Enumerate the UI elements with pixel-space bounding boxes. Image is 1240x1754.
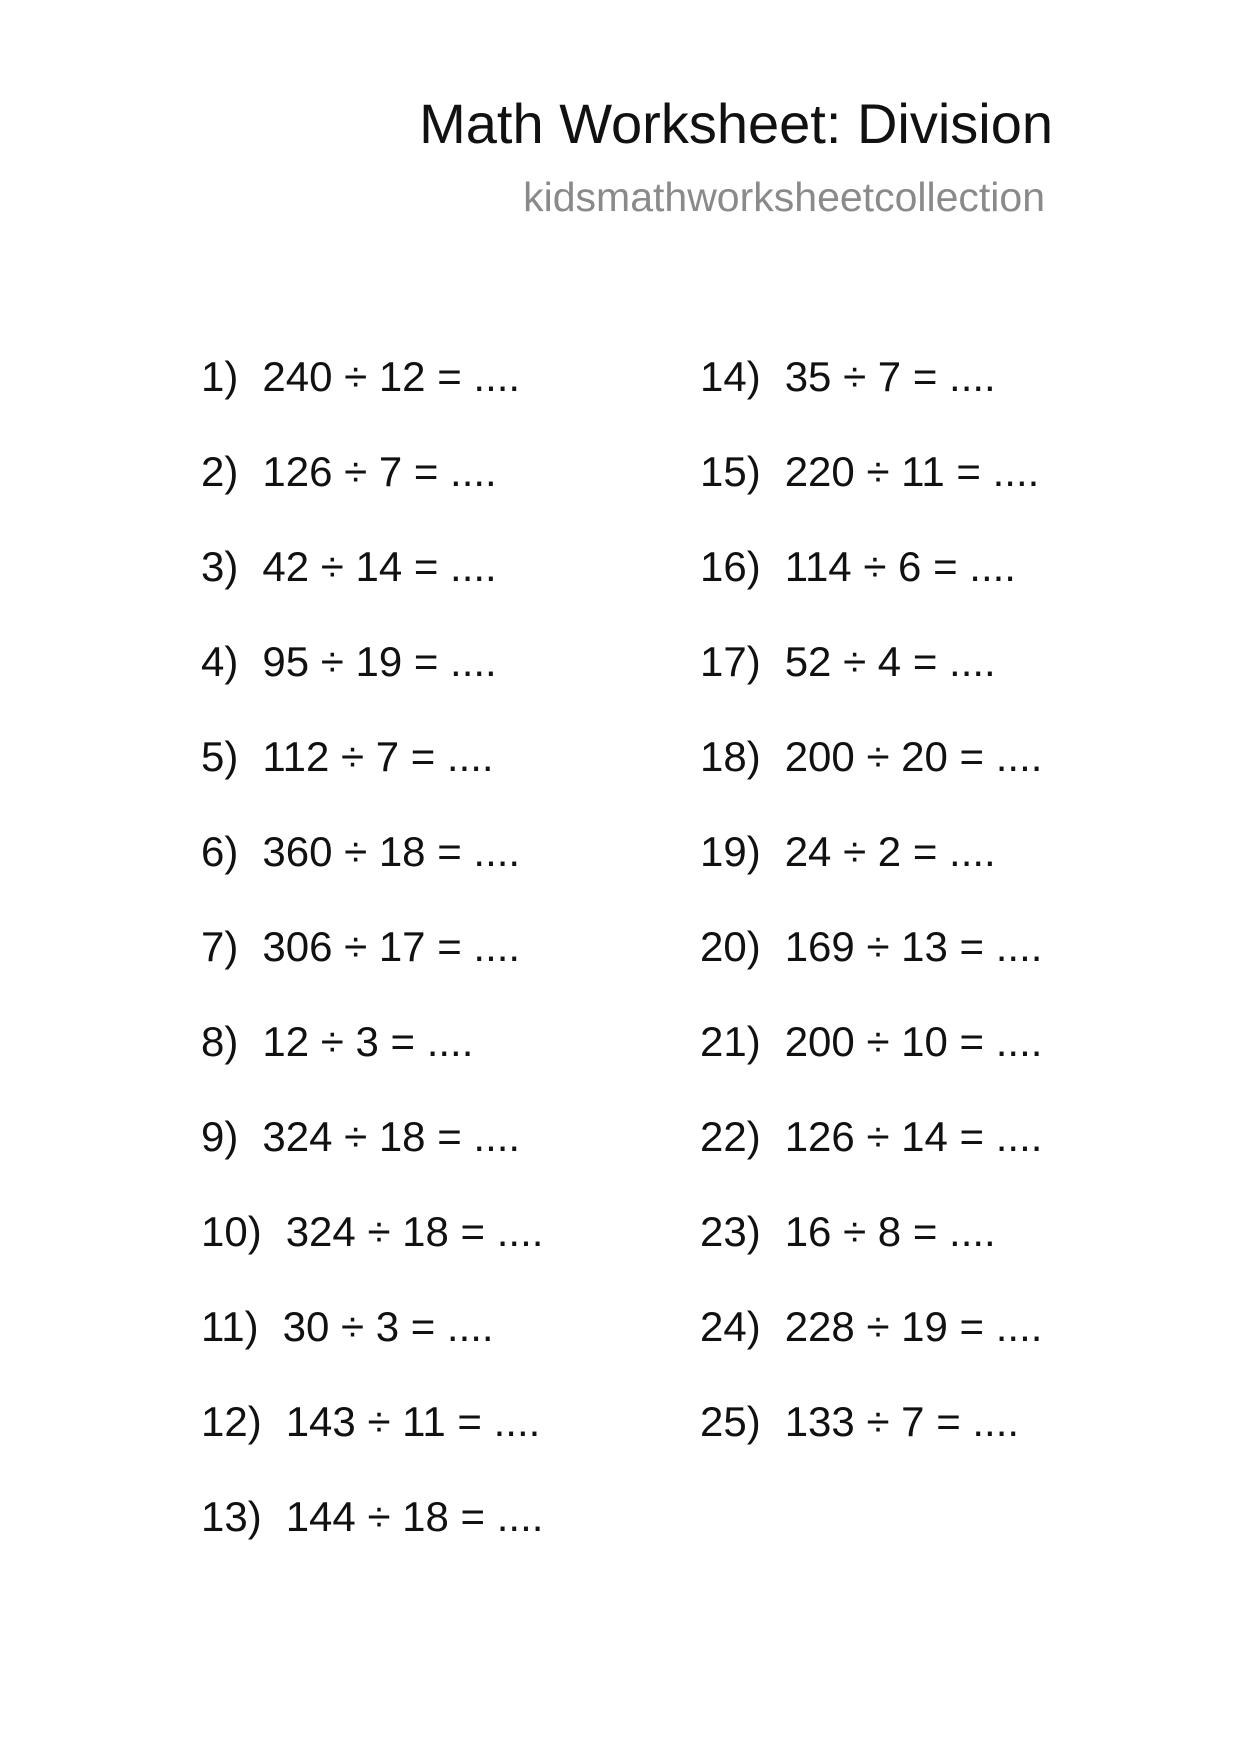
problem-column-left [201, 352, 543, 1587]
division-problem [201, 542, 543, 637]
problem-expression: 324 ÷ 18 = .... [285, 1208, 544, 1255]
division-problem [201, 1302, 543, 1397]
problem-number: 6) [201, 828, 239, 875]
problem-number: 15) [700, 448, 761, 495]
problem-number: 19) [700, 828, 761, 875]
problem-number: 17) [700, 638, 761, 685]
problem-expression: 228 ÷ 19 = .... [784, 1303, 1043, 1350]
problem-number: 24) [700, 1303, 761, 1350]
problem-expression: 12 ÷ 3 = .... [262, 1018, 474, 1065]
division-problem [700, 352, 1042, 447]
division-problem [201, 637, 543, 732]
problem-expression: 52 ÷ 4 = .... [784, 638, 996, 685]
problem-expression: 360 ÷ 18 = .... [262, 828, 521, 875]
problem-expression: 133 ÷ 7 = .... [784, 1398, 1020, 1445]
division-problem [700, 827, 1042, 922]
division-problem [700, 1017, 1042, 1112]
problem-expression: 16 ÷ 8 = .... [784, 1208, 996, 1255]
problem-expression: 126 ÷ 14 = .... [784, 1113, 1043, 1160]
problem-expression: 169 ÷ 13 = .... [784, 923, 1043, 970]
problem-expression: 42 ÷ 14 = .... [262, 543, 497, 590]
problem-expression: 200 ÷ 20 = .... [784, 733, 1043, 780]
problem-expression: 220 ÷ 11 = .... [784, 448, 1040, 495]
problem-number: 9) [201, 1113, 239, 1160]
division-problem [700, 637, 1042, 732]
problem-number: 14) [700, 353, 761, 400]
problem-expression: 114 ÷ 6 = .... [784, 543, 1016, 590]
division-problem [201, 1207, 543, 1302]
problem-expression: 126 ÷ 7 = .... [262, 448, 497, 495]
problem-expression: 143 ÷ 11 = .... [285, 1398, 541, 1445]
problem-number: 13) [201, 1493, 262, 1540]
problem-number: 3) [201, 543, 239, 590]
problem-expression: 240 ÷ 12 = .... [262, 353, 521, 400]
division-problem [201, 732, 543, 827]
division-problem [700, 732, 1042, 827]
problem-number: 8) [201, 1018, 239, 1065]
division-problem [201, 1017, 543, 1112]
problem-number: 16) [700, 543, 761, 590]
problem-number: 25) [700, 1398, 761, 1445]
worksheet-subtitle: kidsmathworksheetcollection [523, 174, 1045, 220]
division-problem [700, 1302, 1042, 1397]
division-problem [700, 1207, 1042, 1302]
problem-number: 1) [201, 353, 239, 400]
problem-number: 7) [201, 923, 239, 970]
division-problem [201, 352, 543, 447]
division-problem [201, 1492, 543, 1587]
division-problem [700, 542, 1042, 637]
problem-expression: 112 ÷ 7 = .... [262, 733, 494, 780]
division-problem [201, 1397, 543, 1492]
problem-number: 23) [700, 1208, 761, 1255]
division-problem [700, 1397, 1042, 1492]
problem-expression: 95 ÷ 19 = .... [262, 638, 497, 685]
division-problem [201, 1112, 543, 1207]
problem-number: 20) [700, 923, 761, 970]
problem-expression: 35 ÷ 7 = .... [784, 353, 996, 400]
problem-expression: 324 ÷ 18 = .... [262, 1113, 521, 1160]
division-problem [201, 922, 543, 1017]
division-problem [700, 1112, 1042, 1207]
problem-number: 12) [201, 1398, 262, 1445]
worksheet-title: Math Worksheet: Division [419, 92, 1053, 155]
division-problem [700, 447, 1042, 542]
problem-number: 21) [700, 1018, 761, 1065]
problem-number: 2) [201, 448, 239, 495]
worksheet-header [0, 92, 1053, 220]
division-problem [201, 447, 543, 542]
problem-number: 11) [201, 1303, 259, 1350]
problem-number: 18) [700, 733, 761, 780]
problem-number: 4) [201, 638, 239, 685]
division-problem [700, 922, 1042, 1017]
problem-number: 22) [700, 1113, 761, 1160]
problem-expression: 30 ÷ 3 = .... [282, 1303, 494, 1350]
division-problem [201, 827, 543, 922]
problem-expression: 200 ÷ 10 = .... [784, 1018, 1043, 1065]
problem-expression: 144 ÷ 18 = .... [285, 1493, 544, 1540]
problem-expression: 306 ÷ 17 = .... [262, 923, 521, 970]
problem-number: 5) [201, 733, 239, 780]
problem-number: 10) [201, 1208, 262, 1255]
problem-expression: 24 ÷ 2 = .... [784, 828, 996, 875]
problem-column-right [700, 352, 1042, 1492]
